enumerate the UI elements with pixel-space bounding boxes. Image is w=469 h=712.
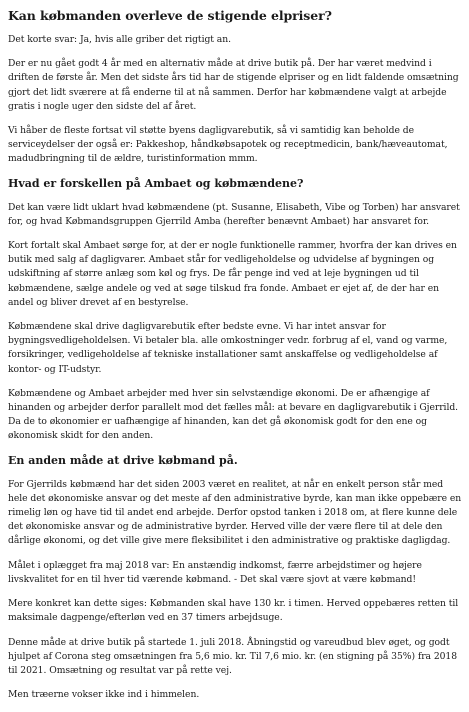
paragraph: Kort fortalt skal Ambaet sørge for, at der er nogle funktionelle rammer, hvorfra der kan drives en butik med salg af dagligvarer. Ambaet står for vedligeholdelse og udvidelse af bygningen og udskiftning af større anlæg som køl og frys. De får penge ind ved at leje bygningen ud til købmændene, sælge andele og ved at søge tilskud fra fonde. Ambaet er ejet af, de der har en andel og bliver drevet af en bestyrelse. — [8, 240, 457, 308]
paragraph: Vi håber de fleste fortsat vil støtte byens dagligvarebutik, så vi samtidig kan beholde de serviceydelser der også er: Pakkeshop, håndkøbsapotek og receptmedicin, bank/hæveautomat, madudbringning til de ældre, turistinformation mmm. — [8, 125, 448, 165]
paragraph: Det korte svar: Ja, hvis alle griber det rigtigt an. — [8, 34, 231, 45]
paragraph: Købmændene skal drive dagligvarebutik efter bedste evne. Vi har intet ansvar for bygningsvedligeholdelsen. Vi betaler bla. alle omkostninger vedr. forbrug af el, vand og varme, forsikringer, vedligeholdelse af tekniske installationer samt anskaffelse og vedligeholdelse af kontor- og IT-udstyr. — [8, 321, 448, 375]
document — [8, 4, 463, 712]
paragraph: Mere konkret kan dette siges: Købmanden skal have 130 kr. i timen. Herved oppebæres retten til maksimale dagpenge/efterløn ved en 37 timers arbejdsuge. — [8, 598, 459, 624]
paragraph: Men træerne vokser ikke ind i himmelen. — [8, 689, 200, 701]
paragraph: Denne måde at drive butik på startede 1. juli 2018. Åbningstid og vareudbud blev øget, og godt hjulpet af Corona steg omsætningen fra 5,6 mio. kr. Til 7,6 mio. kr. (en stigning på 35%) fra 2018 til 2021. Omsætning og resultat var på rette vej. — [8, 636, 458, 676]
document-title: Kan købmanden overleve de stigende elpriser? — [8, 8, 332, 23]
paragraph: For Gjerrilds købmænd har det siden 2003 været en realitet, at når en enkelt person står med hele det økonomiske ansvar og det meste af den administrative byrde, kan man ikke oppebære en rimelig løn og have tid til andet end arbejde. Derfor opstod tanken i 2018 om, at flere kunne dele det økonomiske ansvar og de administrative byrder. Herved ville der være flere til at dele den dårlige økonomi, og det ville give mere fleksibilitet i den administrative og praktiske dagligdag. — [8, 478, 462, 547]
section-heading: En anden måde at drive købmand på. — [8, 453, 238, 467]
paragraph: Målet i oplægget fra maj 2018 var: En anstændig indkomst, færre arbejdstimer og højere livskvalitet for en til hver tid værende købmand. - Det skal være sjovt at være købmand! — [8, 559, 422, 585]
paragraph: Der er nu gået godt 4 år med en alternativ måde at drive butik på. Der har været medvind i driften de første år. Men det sidste års tid har de stigende elpriser og en lidt faldende omsætning gjort det lidt sværere at få enderne til at nå sammen. Derfor har købmændene valgt at arbejde gratis i nogle uger den sidste del af året. — [8, 58, 459, 112]
section-heading: Hvad er forskellen på Ambaet og købmændene? — [8, 176, 304, 190]
paragraph: Købmændene og Ambaet arbejder med hver sin selvstændige økonomi. De er afhængige af hinanden og arbejder derfor parallelt mod det fælles mål: at bevare en dagligvarebutik i Gjerrild. Da de to økonomier er uafhængige af hinanden, kan det gå økonomisk godt for den ene og økonomisk skidt for den anden. — [8, 387, 459, 442]
paragraph: Det kan være lidt uklart hvad købmændene (pt. Susanne, Elisabeth, Vibe og Torben) har ansvaret for, og hvad Købmandsgruppen Gjerrild Amba (herefter benævnt Ambaet) har ansvaret for. — [8, 201, 460, 227]
